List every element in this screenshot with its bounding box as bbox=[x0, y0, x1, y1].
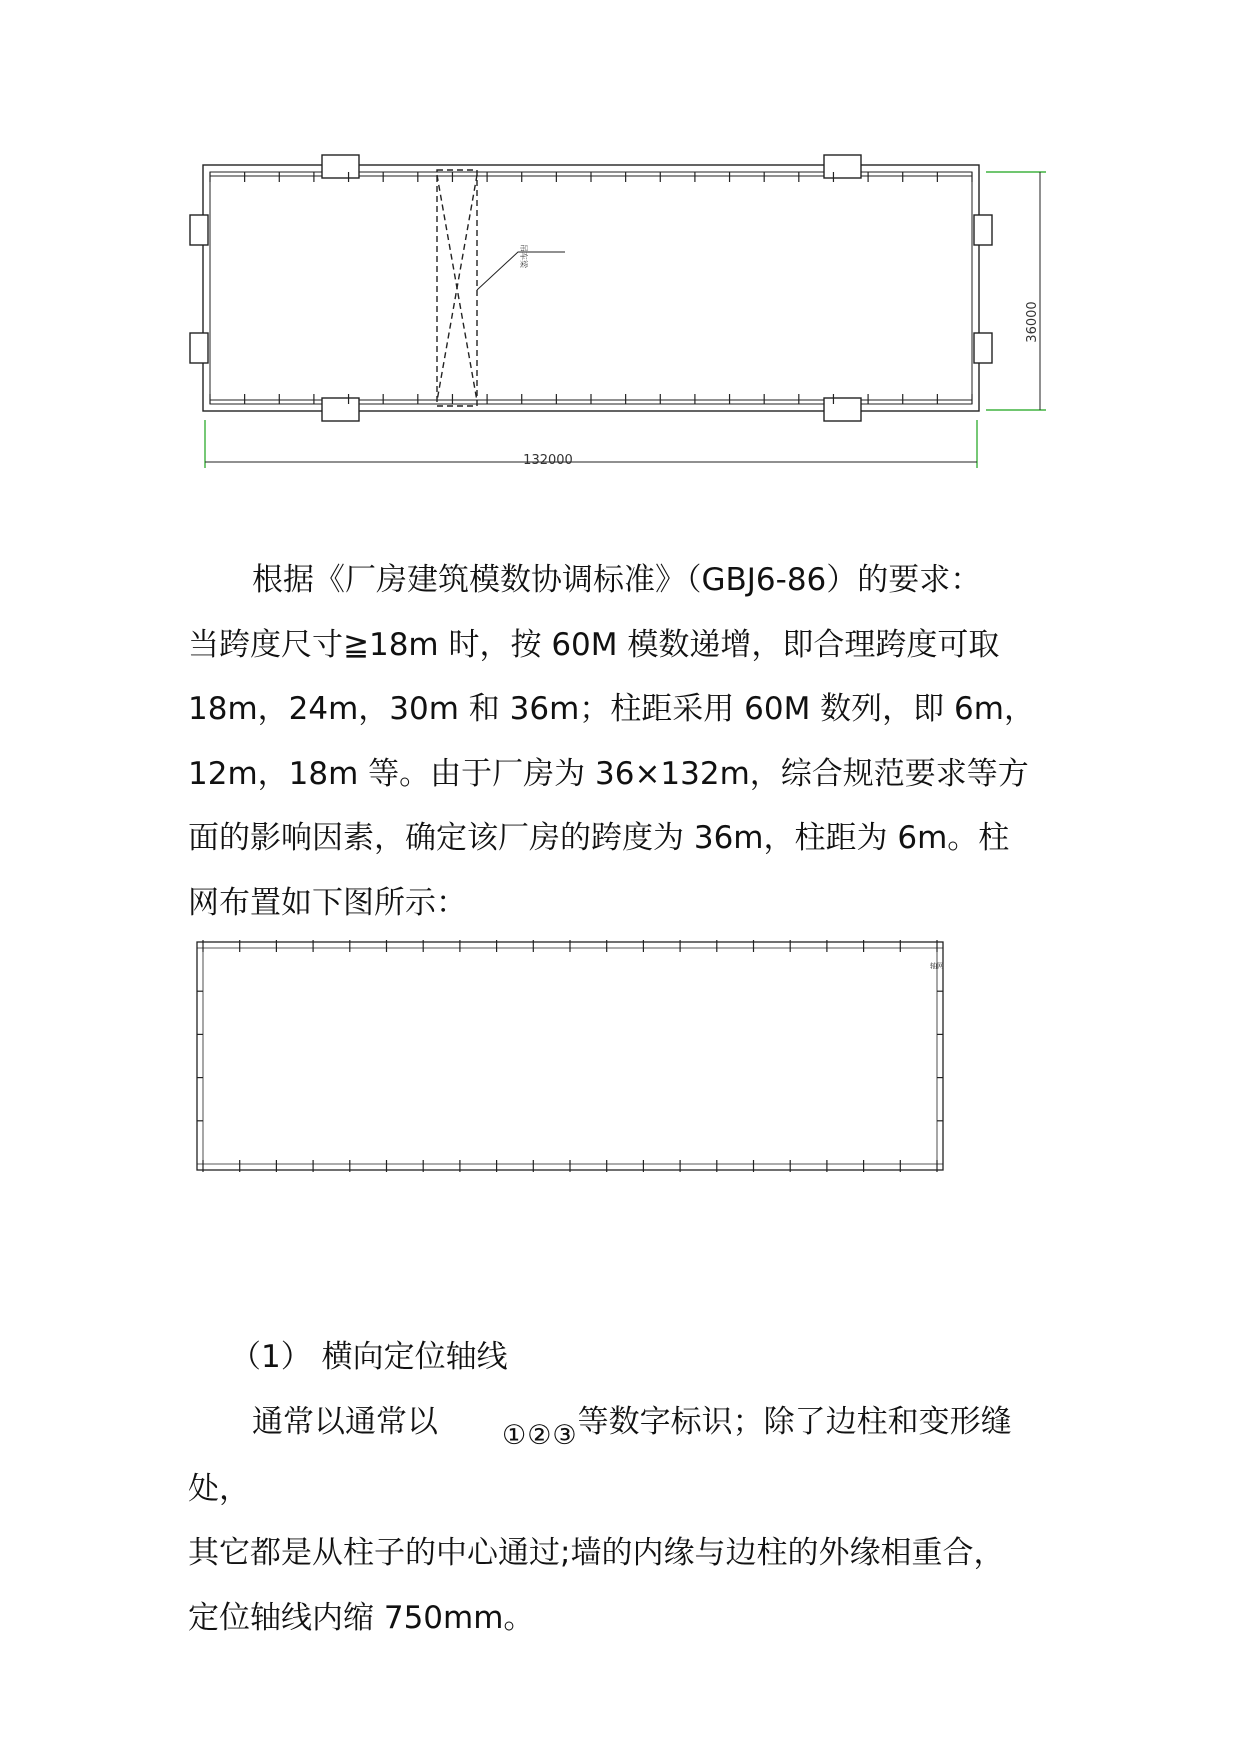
pilaster-top-left bbox=[322, 155, 359, 178]
pilaster-left-2 bbox=[190, 333, 208, 363]
dim-height-label: 36000 bbox=[1025, 301, 1040, 343]
pilaster-left-1 bbox=[190, 215, 208, 245]
grid-corner-label: 轴网 bbox=[930, 962, 944, 970]
para1-line-5: 面的影响因素，确定该厂房的跨度为 36m，柱距为 6m。柱 bbox=[188, 820, 1010, 856]
pilaster-right-2 bbox=[974, 333, 992, 363]
para2-line-1 bbox=[188, 1390, 1068, 1521]
inner-wall bbox=[210, 172, 972, 404]
para1-line-2: 当跨度尺寸≧18m 时，按 60M 模数递增，即合理跨度可取 bbox=[188, 626, 1000, 663]
axis-number-marks: ①②③ bbox=[502, 1420, 578, 1451]
dim-width-label: 132000 bbox=[523, 453, 573, 468]
para1-line-4: 12m，18m 等。由于厂房为 36×132m，综合规范要求等方 bbox=[188, 755, 1029, 792]
para2-line1-before: 通常以通常以 bbox=[252, 1404, 438, 1440]
pilaster-bottom-left bbox=[322, 398, 359, 421]
outer-wall bbox=[203, 165, 979, 411]
grid-outline bbox=[197, 942, 943, 1170]
para2-line1-after: 等数字标识；除了边柱和变形缝处， bbox=[188, 1404, 1012, 1507]
para1-line-6: 网布置如下图所示： bbox=[188, 884, 467, 921]
pilaster-top-right bbox=[824, 155, 861, 178]
paragraph-column-grid bbox=[188, 548, 1068, 935]
factory-floor-plan bbox=[0, 0, 1241, 520]
pilaster-bottom-right bbox=[824, 398, 861, 421]
leader-label: 吊车梁 bbox=[519, 244, 528, 268]
section-heading: （1） 横向定位轴线 bbox=[230, 1339, 508, 1375]
para2-line-3: 定位轴线内缩 750mm。 bbox=[188, 1599, 535, 1636]
para1-line-3: 18m，24m，30m 和 36m；柱距采用 60M 数列，即 6m， bbox=[188, 691, 1035, 727]
pilaster-right-1 bbox=[974, 215, 992, 245]
paragraph-transverse-axis bbox=[188, 1390, 1068, 1650]
para2-line-2: 其它都是从柱子的中心通过;墙的内缘与边柱的外缘相重合， bbox=[188, 1535, 1005, 1571]
para1-line-1: 根据《厂房建筑模数协调标准》（GBJ6-86）的要求： bbox=[252, 562, 982, 598]
